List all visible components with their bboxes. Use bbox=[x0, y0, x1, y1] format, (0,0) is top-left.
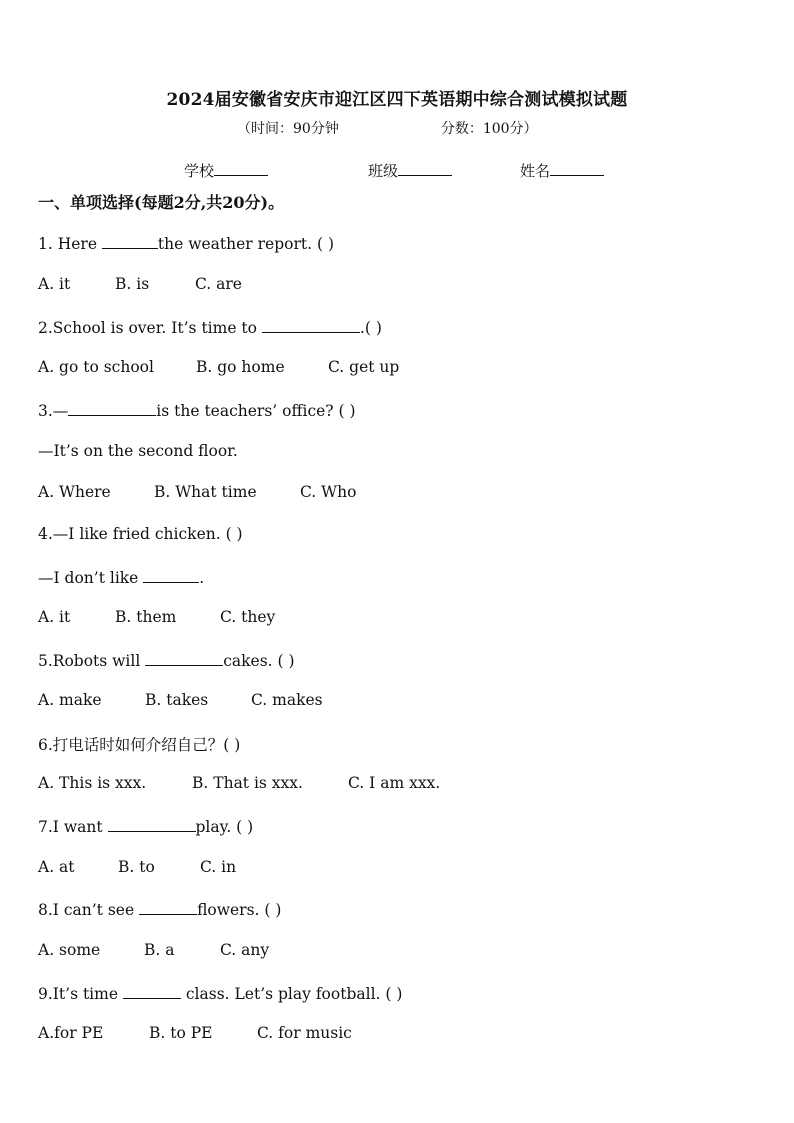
answer-blank bbox=[262, 317, 360, 333]
option-b: B. to bbox=[118, 858, 155, 876]
answer-line-4 bbox=[38, 567, 204, 587]
question-text-end: class. Let’s play football. ( ) bbox=[180, 985, 403, 1003]
question-text: 6.打电话时如何介绍自己？( ) bbox=[38, 736, 241, 754]
option-c: C. are bbox=[195, 275, 242, 293]
option-c: C. I am xxx. bbox=[348, 774, 441, 792]
option-a: A. make bbox=[38, 691, 102, 709]
option-c: C. they bbox=[220, 608, 276, 626]
option-a: A. This is xxx. bbox=[38, 774, 147, 792]
question-6 bbox=[38, 733, 240, 755]
question-text: 4.—I like fried chicken. ( ) bbox=[38, 525, 243, 543]
options-3 bbox=[38, 483, 356, 501]
answer-line-3 bbox=[38, 442, 238, 460]
options-7 bbox=[38, 858, 236, 876]
question-text: 3.— bbox=[38, 402, 69, 420]
options-1 bbox=[38, 275, 242, 293]
question-4 bbox=[38, 525, 243, 543]
question-text-end: .( ) bbox=[359, 319, 382, 337]
question-text: 2.School is over. It’s time to bbox=[38, 319, 262, 337]
question-9 bbox=[38, 983, 402, 1003]
options-6 bbox=[38, 774, 440, 792]
options-2 bbox=[38, 358, 399, 376]
question-3 bbox=[38, 400, 356, 420]
name-field bbox=[520, 160, 604, 181]
answer-blank bbox=[123, 983, 181, 999]
option-b: B. to PE bbox=[149, 1024, 213, 1042]
options-8 bbox=[38, 941, 269, 959]
question-text-end: is the teachers’ office? ( ) bbox=[156, 402, 356, 420]
option-c: C. Who bbox=[300, 483, 357, 501]
options-9 bbox=[38, 1024, 352, 1042]
answer-text-end: . bbox=[199, 569, 205, 587]
school-field bbox=[184, 160, 268, 181]
question-2 bbox=[38, 317, 382, 337]
question-1 bbox=[38, 233, 334, 253]
option-b: B. What time bbox=[154, 483, 257, 501]
section-heading: 一、单项选择(每题2分,共20分)。 bbox=[38, 193, 285, 212]
option-c: C. in bbox=[200, 858, 237, 876]
name-label: 姓名 bbox=[520, 162, 551, 180]
option-b: B. is bbox=[115, 275, 150, 293]
option-a: A. some bbox=[38, 941, 101, 959]
option-a: A. it bbox=[38, 608, 71, 626]
option-b: B. them bbox=[115, 608, 177, 626]
question-text-end: the weather report. ( ) bbox=[157, 235, 334, 253]
answer-text: —I don’t like bbox=[38, 569, 144, 587]
name-blank bbox=[550, 161, 604, 176]
option-b: B. a bbox=[144, 941, 175, 959]
question-text-end: flowers. ( ) bbox=[197, 901, 282, 919]
answer-blank bbox=[108, 816, 196, 832]
question-text: 7.I want bbox=[38, 818, 108, 836]
exam-subtitle bbox=[237, 118, 538, 138]
question-8 bbox=[38, 899, 281, 919]
exam-title: 2024届安徽省安庆市迎江区四下英语期中综合测试模拟试题 bbox=[166, 90, 628, 110]
answer-blank bbox=[143, 567, 199, 583]
question-7 bbox=[38, 816, 253, 836]
question-text: 8.I can’t see bbox=[38, 901, 140, 919]
option-c: C. any bbox=[220, 941, 270, 959]
option-a: A. go to school bbox=[38, 358, 154, 376]
question-text: 1. Here bbox=[38, 235, 102, 253]
option-c: C. for music bbox=[257, 1024, 352, 1042]
answer-blank bbox=[145, 650, 223, 666]
class-blank bbox=[398, 161, 452, 176]
answer-blank bbox=[102, 233, 158, 249]
answer-blank bbox=[68, 400, 156, 416]
option-b: B. takes bbox=[145, 691, 209, 709]
option-a: A.for PE bbox=[38, 1024, 104, 1042]
options-5 bbox=[38, 691, 323, 709]
time-label: （时间：90分钟 bbox=[237, 121, 339, 137]
option-a: A. Where bbox=[38, 483, 111, 501]
answer-blank bbox=[139, 899, 197, 915]
answer-text: —It’s on the second floor. bbox=[38, 442, 238, 460]
question-text-end: play. ( ) bbox=[195, 818, 254, 836]
school-label: 学校 bbox=[184, 162, 215, 180]
options-4 bbox=[38, 608, 275, 626]
score-label: 分数：100分） bbox=[440, 121, 538, 137]
option-a: A. at bbox=[38, 858, 75, 876]
school-blank bbox=[214, 161, 268, 176]
question-text: 5.Robots will bbox=[38, 652, 146, 670]
option-c: C. get up bbox=[328, 358, 400, 376]
option-b: B. go home bbox=[196, 358, 285, 376]
question-5 bbox=[38, 650, 295, 670]
option-b: B. That is xxx. bbox=[192, 774, 303, 792]
question-text: 9.It’s time bbox=[38, 985, 123, 1003]
class-field bbox=[368, 160, 452, 181]
class-label: 班级 bbox=[368, 162, 399, 180]
option-a: A. it bbox=[38, 275, 71, 293]
option-c: C. makes bbox=[251, 691, 323, 709]
question-text-end: cakes. ( ) bbox=[223, 652, 295, 670]
